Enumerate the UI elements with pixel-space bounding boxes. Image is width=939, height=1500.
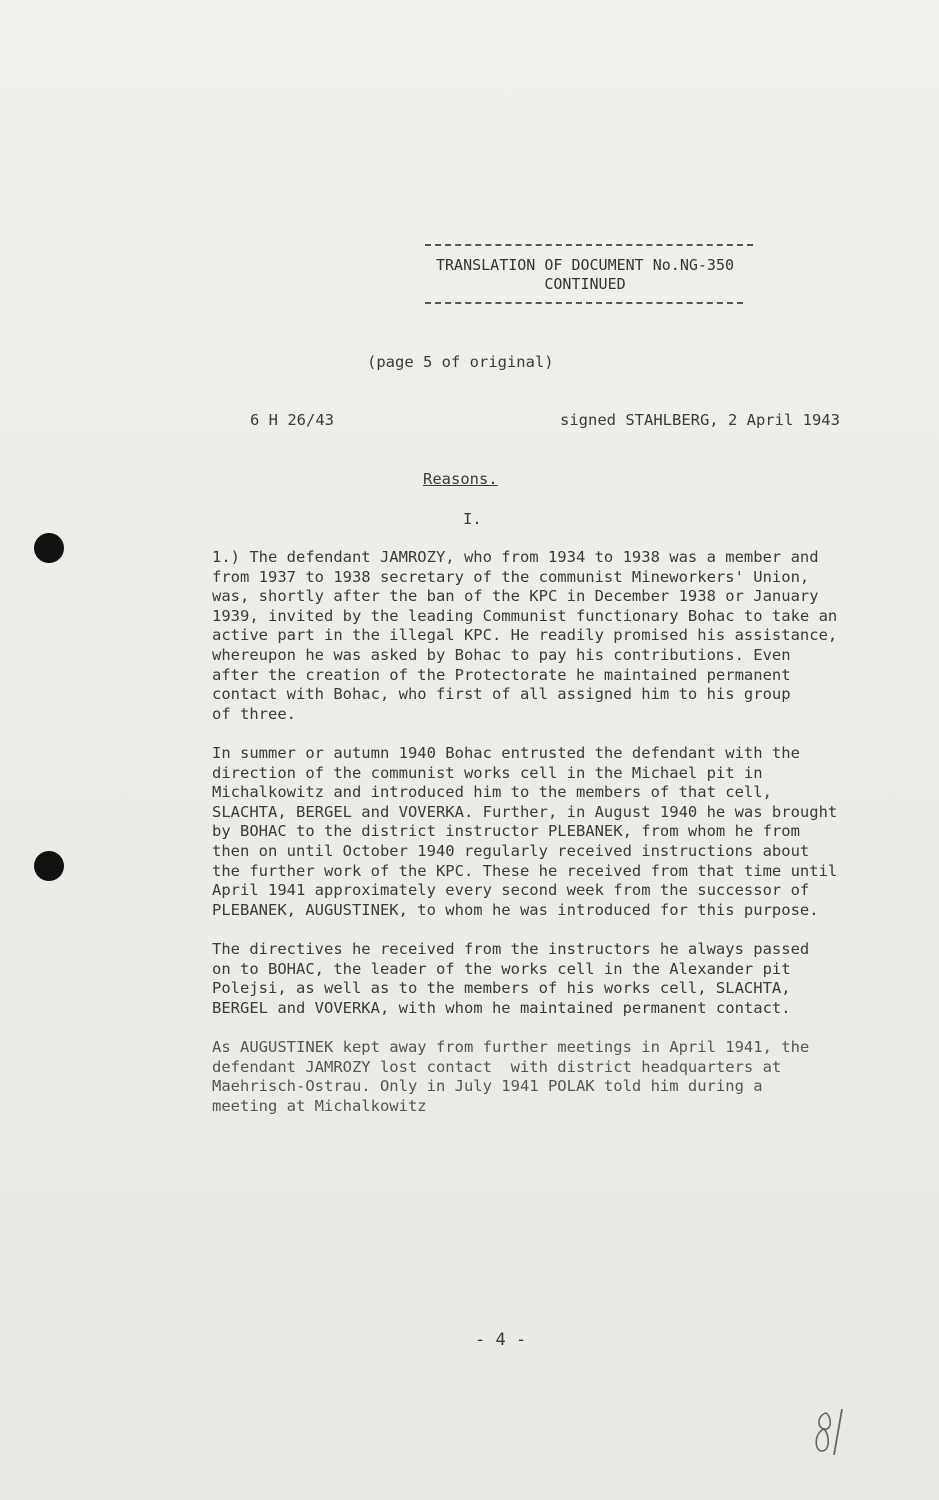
punch-hole [34, 533, 64, 563]
file-number: 6 H 26/43 [250, 411, 334, 429]
original-page-reference: (page 5 of original) [367, 353, 554, 371]
paragraph-4: As AUGUSTINEK kept away from further meetings in April 1941, the defendant JAMROZY lost contact with district headquarters at Maehrisch-Ostrau. Only in July 1941 POLAK told him during a meeting at Michalkowitz [212, 1038, 810, 1115]
document-subtitle: CONTINUED [544, 275, 626, 293]
page-number: - 4 - [475, 1330, 527, 1350]
handwritten-archive-mark [812, 1405, 852, 1465]
punch-hole [34, 851, 64, 881]
paragraph-1: 1.) The defendant JAMROZY, who from 1934 to 1938 was a member and from 1937 to 1938 secretary of the communist Mineworkers' Union, was, shortly after the ban of the KPC in December 1938 or January 1939, invited by the leading Communist functionary Bohac to take an active part in the illegal KPC. He readily promised his assistance, whereupon he was asked by Bohac to pay his contributions. Even after the creation of the Protectorate he maintained permanent contact with Bohac, who first of all assigned him to his group of three. [212, 548, 838, 723]
section-heading: Reasons. [423, 470, 498, 488]
section-numeral: I. [463, 510, 482, 528]
paragraph-2: In summer or autumn 1940 Bohac entrusted the defendant with the direction of the communist works cell in the Michael pit in Michalkowitz and introduced him to the members of that cell, SLACHTA, BERGEL and VOVERKA. Further, in August 1940 he was brought by BOHAC to the district instructor PLEBANEK, from whom he from then on until October 1940 regularly received instructions about the further work of the KPC. These he received from that time until April 1941 approximately every second week from the successor of PLEBANEK, AUGUSTINEK, to whom he was introduced for this purpose. [212, 744, 838, 919]
header-rule-top [425, 244, 753, 246]
signature-line: signed STAHLBERG, 2 April 1943 [560, 411, 840, 429]
document-title: TRANSLATION OF DOCUMENT No.NG-350 [435, 256, 734, 274]
paragraph-3: The directives he received from the instructors he always passed on to BOHAC, the leader of the works cell in the Alexander pit Polejsi, as well as to the members of his works cell, SLACHTA, BERGEL and VOVERKA, with whom he maintained permanent contact. [212, 940, 810, 1017]
header-rule-bottom [425, 302, 743, 304]
